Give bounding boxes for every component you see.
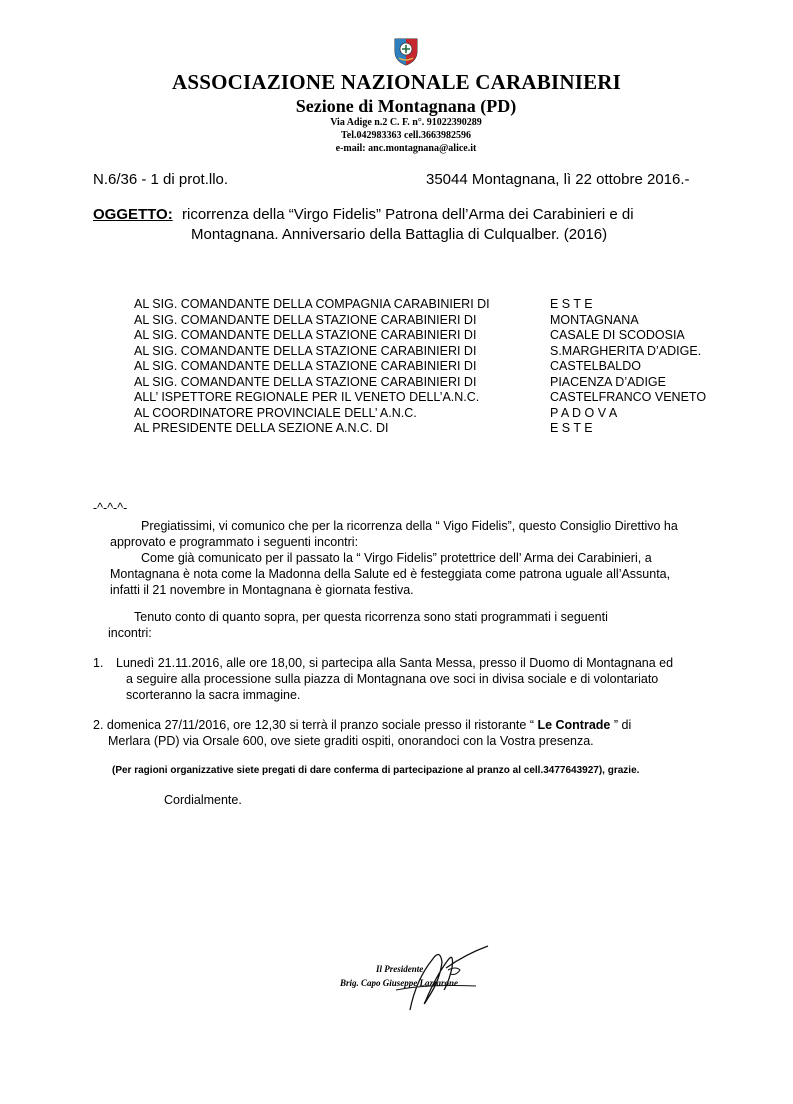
organization-name: ASSOCIAZIONE NAZIONALE CARABINIERI	[171, 70, 622, 94]
paragraph-line: approvato e programmato i seguenti incontri:	[110, 535, 359, 549]
recipient-place: CASTELFRANCO VENETO	[550, 390, 707, 404]
section-name: Sezione di Montagnana (PD)	[295, 96, 517, 116]
recipient-title: AL SIG. COMANDANTE DELLA STAZIONE CARABINIERI DI	[134, 312, 477, 327]
restaurant-name: Le Contrade	[537, 718, 611, 732]
paragraph-line: incontri:	[108, 626, 152, 640]
recipient-place: CASALE DI SCODOSIA	[550, 328, 685, 342]
phone-line: Tel.042983363 cell.3663982596	[341, 130, 471, 141]
recipient-title: ALL’ ISPETTORE REGIONALE PER IL VENETO DELL’A.N.C.	[134, 390, 480, 404]
subject-line: ricorrenza della “Virgo Fidelis” Patrona dell’Arma dei Carabinieri e di	[182, 206, 634, 223]
paragraph-line: Tenuto conto di quanto sopra, per questa ricorrenza sono stati programmati i seguenti	[134, 610, 608, 624]
recipient-title: AL SIG. COMANDANTE DELLA STAZIONE CARABINIERI DI	[134, 374, 477, 389]
recipient-title: AL PRESIDENTE DELLA SEZIONE A.N.C. DI	[134, 421, 389, 435]
recipient-title: AL SIG. COMANDANTE DELLA STAZIONE CARABINIERI DI	[134, 343, 477, 358]
protocol-number: N.6/36 - 1 di prot.llo.	[93, 171, 229, 188]
list-item: Merlara (PD) via Orsale 600, ove siete graditi ospiti, onorandoci con la Vostra presenza.	[108, 734, 594, 748]
paragraph-line: Pregiatissimi, vi comunico che per la ricorrenza della “ Vigo Fidelis”, questo Consiglio Direttivo ha	[141, 519, 678, 533]
subject-label: OGGETTO:	[93, 206, 173, 223]
list-item-number: 1.	[93, 656, 104, 670]
recipient-place: E S T E	[550, 421, 593, 435]
recipient-place: CASTELBALDO	[550, 359, 642, 373]
list-item: scorteranno la sacra immagine.	[126, 688, 301, 702]
paragraph-line: infatti il 21 novembre in Montagnana è giornata festiva.	[110, 583, 414, 597]
separator: -^-^-^-	[93, 501, 128, 515]
carabinieri-emblem-icon	[391, 36, 421, 66]
list-item: 2. domenica 27/11/2016, ore 12,30 si terrà il pranzo sociale presso il ristorante “ Le Contrade ” di	[93, 718, 632, 732]
recipient-title: AL COORDINATORE PROVINCIALE DELL’ A.N.C.	[134, 405, 417, 420]
list-item: Lunedì 21.11.2016, alle ore 18,00, si partecipa alla Santa Messa, presso il Duomo di Montagnana ed	[116, 656, 674, 670]
paragraph-line: Come già comunicato per il passato la “ Virgo Fidelis” protettrice dell’ Arma dei Carabinieri, a	[141, 551, 652, 565]
closing: Cordialmente.	[164, 793, 242, 807]
paragraph-line: Montagnana è nota come la Madonna della Salute ed è festeggiata come patrona uguale all’Assunta,	[110, 567, 671, 581]
recipient-place: E S T E	[550, 297, 593, 311]
recipient-place: P A D O V A	[550, 405, 618, 420]
recipient-place: PIACENZA D’ADIGE	[550, 374, 666, 389]
rsvp-note: (Per ragioni organizzative siete pregati di dare conferma di partecipazione al pranzo al cell.3477643927), grazie.	[112, 765, 640, 776]
signature-title: Il Presidente	[376, 964, 424, 974]
address-line: Via Adige n.2 C. F. n°. 91022390289	[330, 117, 482, 128]
recipient-title: AL SIG. COMANDANTE DELLA COMPAGNIA CARABINIERI DI	[134, 297, 490, 311]
recipient-title: AL SIG. COMANDANTE DELLA STAZIONE CARABINIERI DI	[134, 359, 477, 373]
recipient-place: S.MARGHERITA D’ADIGE.	[550, 343, 702, 358]
subject-line: Montagnana. Anniversario della Battaglia di Culqualber. (2016)	[191, 226, 608, 243]
recipient-place: MONTAGNANA	[550, 312, 639, 327]
recipient-title: AL SIG. COMANDANTE DELLA STAZIONE CARABINIERI DI	[134, 328, 477, 342]
list-item: a seguire alla processione sulla piazza di Montagnana ove soci in divisa sociale e di volontariato	[126, 672, 659, 686]
place-date: 35044 Montagnana, lì 22 ottobre 2016.-	[426, 171, 690, 188]
signature-name: Brig. Capo Giuseppe Lazzarone	[340, 978, 459, 988]
signature-scribble-icon	[336, 940, 496, 1020]
email-line: e-mail: anc.montagnana@alice.it	[335, 143, 477, 154]
